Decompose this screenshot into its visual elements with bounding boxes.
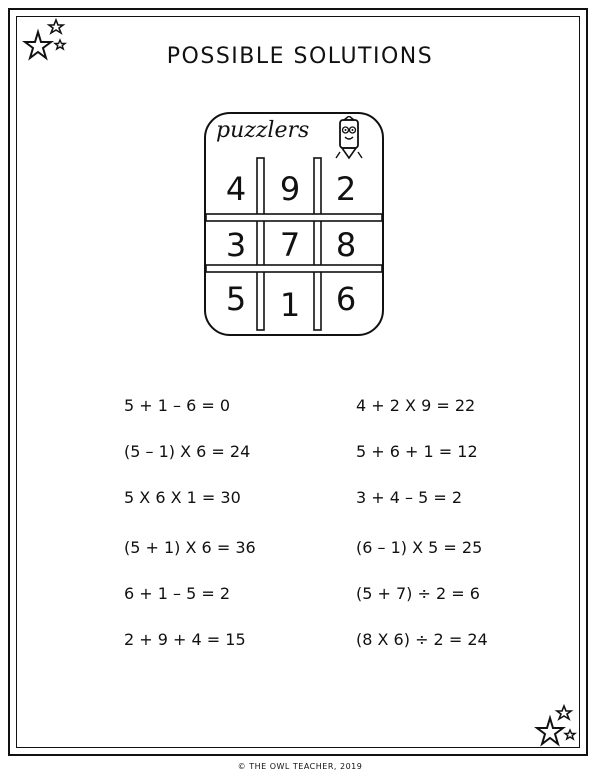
- grid-cell: 6: [335, 280, 357, 318]
- solution-left: 5 X 6 X 1 = 30: [124, 488, 241, 507]
- grid-cell: 8: [335, 226, 357, 264]
- solution-left: 5 + 1 – 6 = 0: [124, 396, 231, 415]
- solution-left: (5 + 1) X 6 = 36: [124, 538, 256, 557]
- solution-right: (8 X 6) ÷ 2 = 24: [356, 630, 488, 649]
- grid-cell: 5: [225, 280, 247, 318]
- grid-cell: 9: [279, 170, 301, 208]
- solution-left: 6 + 1 – 5 = 2: [124, 584, 231, 603]
- page-title: POSSIBLE SOLUTIONS: [166, 44, 434, 69]
- grid-cell: 3: [225, 226, 247, 264]
- solution-left: 2 + 9 + 4 = 15: [124, 630, 246, 649]
- solution-right: (5 + 7) ÷ 2 = 6: [356, 584, 480, 603]
- solution-right: 4 + 2 X 9 = 22: [356, 396, 476, 415]
- grid-cell: 7: [279, 226, 301, 264]
- solution-right: 3 + 4 – 5 = 2: [356, 488, 463, 507]
- grid-cell: 4: [225, 170, 247, 208]
- grid-cell: 1: [279, 286, 301, 324]
- solution-right: 5 + 6 + 1 = 12: [356, 442, 478, 461]
- copyright-footer: © THE OWL TEACHER, 2019: [237, 762, 363, 771]
- solution-left: (5 – 1) X 6 = 24: [124, 442, 251, 461]
- solution-right: (6 – 1) X 5 = 25: [356, 538, 483, 557]
- grid-cell: 2: [335, 170, 357, 208]
- star-cluster-bottom-right-icon: [528, 704, 580, 752]
- puzzlers-logo: puzzlers: [216, 118, 310, 143]
